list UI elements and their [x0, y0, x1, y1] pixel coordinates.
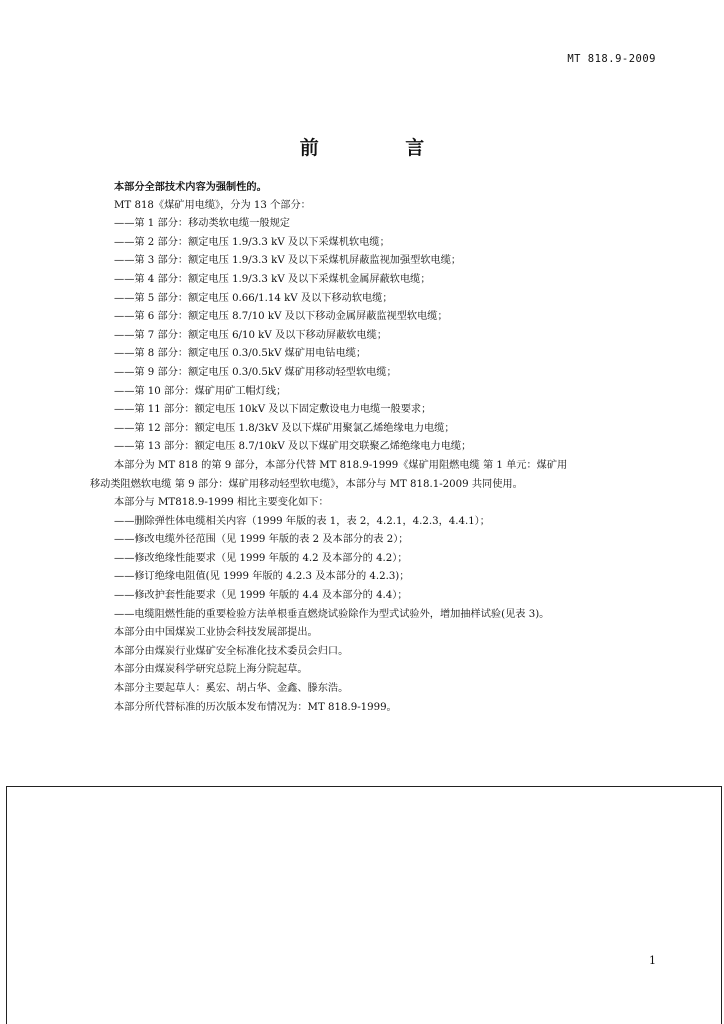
list-item-part-2: ——第 2 部分：额定电压 1.9/3.3 kV 及以下采煤机软电缆；: [114, 236, 390, 248]
list-item-part-12: ——第 12 部分：额定电压 1.8/3kV 及以下煤矿用聚氯乙烯绝缘电力电缆；: [114, 422, 455, 434]
list-item-part-8: ——第 8 部分：额定电压 0.3/0.5kV 煤矿用电钻电缆；: [114, 348, 367, 360]
list-item-part-11: ——第 11 部分：额定电压 10kV 及以下固定敷设电力电缆一般要求；: [114, 404, 432, 416]
list-item-part-7: ——第 7 部分：额定电压 6/10 kV 及以下移动屏蔽软电缆；: [114, 329, 388, 341]
list-item-change-3: ——修改绝缘性能要求（见 1999 年版的 4.2 及本部分的 4.2）；: [114, 552, 408, 564]
paragraph-proposed-by: 本部分由中国煤炭工业协会科技发展部提出。: [114, 627, 318, 639]
list-item-part-5: ——第 5 部分：额定电压 0.66/1.14 kV 及以下移动软电缆；: [114, 292, 393, 304]
paragraph-replaces-line-2: 移动类阻燃软电缆 第 9 部分：煤矿用移动轻型软电缆》，本部分与 MT 818.1-2009 共同使用。: [90, 478, 523, 490]
paragraph-under-jurisdiction: 本部分由煤炭行业煤矿安全标准化技术委员会归口。: [114, 645, 349, 657]
list-item-part-6: ——第 6 部分：额定电压 8.7/10 kV 及以下移动金属屏蔽监视型软电缆；: [114, 311, 448, 323]
list-item-change-6: ——电缆阻燃性能的重要检验方法单根垂直燃烧试验除作为型式试验外，增加抽样试验(见表 3)。: [114, 608, 550, 620]
list-item-change-1: ——删除弹性体电缆相关内容（1999 年版的表 1，表 2，4.2.1，4.2.3，4.4.1）；: [114, 515, 490, 527]
list-item-part-3: ——第 3 部分：额定电压 1.9/3.3 kV 及以下采煤机屏蔽监视加强型软电缆；: [114, 255, 462, 267]
list-item-part-4: ——第 4 部分：额定电压 1.9/3.3 kV 及以下采煤机金属屏蔽软电缆；: [114, 273, 431, 285]
list-item-part-13: ——第 13 部分：额定电压 8.7/10kV 及以下煤矿用交联聚乙烯绝缘电力电缆；: [114, 441, 472, 453]
list-item-part-9: ——第 9 部分：额定电压 0.3/0.5kV 煤矿用移动轻型软电缆；: [114, 366, 397, 378]
list-item-change-5: ——修改护套性能要求（见 1999 年版的 4.4 及本部分的 4.4）；: [114, 590, 408, 602]
paragraph-drafters: 本部分主要起草人：奚宏、胡占华、金鑫、滕东浩。: [114, 683, 349, 695]
foreword-body: [90, 178, 660, 717]
page-frame: [6, 786, 722, 1024]
paragraph-parts-intro: MT 818《煤矿用电缆》，分为 13 个部分：: [114, 199, 311, 211]
page-number: 1: [649, 954, 656, 967]
list-item-change-2: ——修改电缆外径范围（见 1999 年版的表 2 及本部分的表 2）；: [114, 534, 409, 546]
standard-code: MT 818.9-2009: [567, 53, 656, 65]
paragraph-previous-editions: 本部分所代替标准的历次版本发布情况为：MT 818.9-1999。: [114, 701, 397, 713]
list-item-part-1: ——第 1 部分：移动类软电缆一般规定: [114, 218, 290, 230]
list-item-part-10: ——第 10 部分：煤矿用矿工帽灯线；: [114, 385, 287, 397]
list-item-change-4: ——修订绝缘电阻值(见 1999 年版的 4.2.3 及本部分的 4.2.3)；: [114, 571, 410, 583]
paragraph-replaces-line-1: 本部分为 MT 818 的第 9 部分，本部分代替 MT 818.9-1999《煤矿用阻燃电缆 第 1 单元：煤矿用: [114, 459, 568, 471]
paragraph-changes-intro: 本部分与 MT818.9-1999 相比主要变化如下：: [114, 497, 329, 509]
page-title: 前 言: [299, 137, 465, 159]
paragraph-mandatory: 本部分全部技术内容为强制性的。: [114, 181, 267, 193]
paragraph-drafted-by: 本部分由煤炭科学研究总院上海分院起草。: [114, 664, 308, 676]
